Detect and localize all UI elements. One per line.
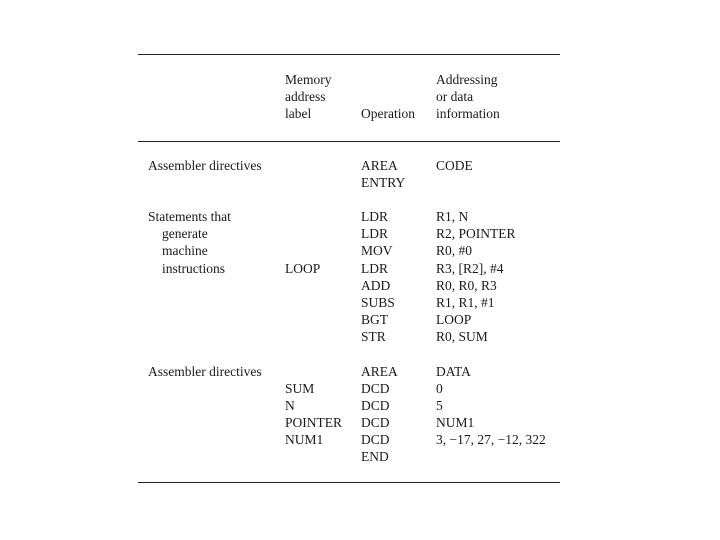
header-memory-line-3: label <box>285 106 312 121</box>
section-cell: Assembler directives <box>148 364 262 379</box>
section-cell: machine <box>162 243 208 258</box>
operation-cell: STR <box>361 329 386 344</box>
argument-cell: R0, #0 <box>436 243 473 258</box>
label-cell: LOOP <box>285 261 321 276</box>
operation-cell: DCD <box>361 415 390 430</box>
operation-cell: DCD <box>361 398 390 413</box>
operation-cell: ENTRY <box>361 175 406 190</box>
table-bottom-rule <box>138 482 560 483</box>
table-header-rule <box>138 141 560 142</box>
section-cell: Assembler directives <box>148 158 262 173</box>
argument-cell: CODE <box>436 158 473 173</box>
header-memory-line-2: address <box>285 89 326 104</box>
operation-cell: DCD <box>361 381 390 396</box>
operation-cell: AREA <box>361 158 398 173</box>
section-cell: instructions <box>162 261 225 276</box>
section-cell: generate <box>162 226 208 241</box>
argument-cell: NUM1 <box>436 415 475 430</box>
operation-cell: ADD <box>361 278 391 293</box>
operation-cell: LDR <box>361 209 388 224</box>
operation-cell: DCD <box>361 432 390 447</box>
operation-cell: AREA <box>361 364 398 379</box>
argument-cell: R1, N <box>436 209 469 224</box>
header-operation: Operation <box>361 106 415 121</box>
operation-cell: BGT <box>361 312 388 327</box>
operation-cell: LDR <box>361 261 388 276</box>
argument-cell: R0, SUM <box>436 329 488 344</box>
operation-cell: END <box>361 449 389 464</box>
argument-cell: R3, [R2], #4 <box>436 261 504 276</box>
argument-cell: R0, R0, R3 <box>436 278 497 293</box>
label-cell: SUM <box>285 381 315 396</box>
label-cell: N <box>285 398 295 413</box>
argument-cell: 3, −17, 27, −12, 322 <box>436 432 546 447</box>
argument-cell: R2, POINTER <box>436 226 516 241</box>
operation-cell: SUBS <box>361 295 395 310</box>
argument-cell: R1, R1, #1 <box>436 295 495 310</box>
header-addressing-line-2: or data <box>436 89 474 104</box>
header-memory-line-1: Memory <box>285 72 332 87</box>
argument-cell: 5 <box>436 398 443 413</box>
operation-cell: LDR <box>361 226 388 241</box>
header-addressing-line-3: information <box>436 106 500 121</box>
argument-cell: DATA <box>436 364 471 379</box>
argument-cell: LOOP <box>436 312 472 327</box>
argument-cell: 0 <box>436 381 443 396</box>
table-top-rule <box>138 54 560 55</box>
label-cell: POINTER <box>285 415 342 430</box>
label-cell: NUM1 <box>285 432 324 447</box>
operation-cell: MOV <box>361 243 393 258</box>
section-cell: Statements that <box>148 209 231 224</box>
header-addressing-line-1: Addressing <box>436 72 498 87</box>
